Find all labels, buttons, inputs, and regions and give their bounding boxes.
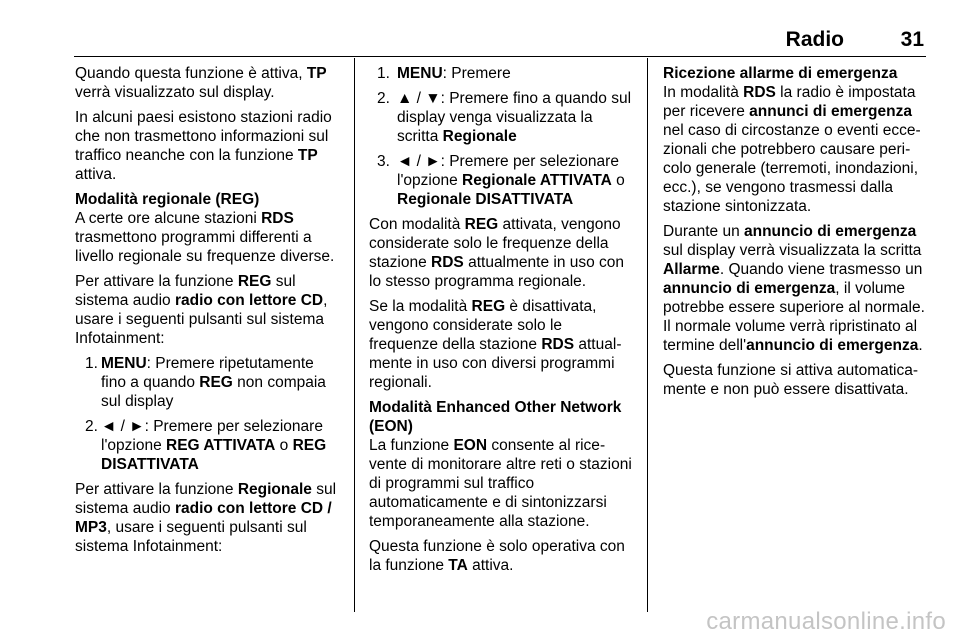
paragraph-tp-countries: In alcuni paesi esistono stazioni radio che non trasmettono informazioni sul traffico neanche con la funzione TP attiva. xyxy=(75,109,332,183)
paragraph-regional-activate: Per attivare la funzione Regionale sul sistema audio radio con lettore CD / MP3, usare i seguenti pulsanti sul sistema Infotainment: xyxy=(75,481,337,555)
column-divider-left xyxy=(354,58,355,612)
section-heading-reg: Modalità regionale (REG) xyxy=(75,191,260,208)
paragraph-reg-off: Se la modalità REG è disattivata, vengono considerate solo le frequenze della stazione RDS attualmente in uso con diversi programmi regionali. xyxy=(369,298,622,391)
page-title: Radio xyxy=(785,28,844,51)
paragraph-emergency-display: Durante un annuncio di emergenza sul display verrà visualizzata la scritta Allarme. Quando viene trasmesso un annuncio di emergenza, il volume potrebbe essere superiore al normale. Il normale volume verrà ripristinato al termine dell'annuncio di emergenza. xyxy=(663,223,925,354)
paragraph-tp-active: Quando questa funzione è attiva, TP verrà visualizzato sul display. xyxy=(75,65,327,101)
paragraph-emergency-auto: Questa funzione si attiva automaticamente e non può essere disattivata. xyxy=(663,362,919,398)
section-heading-emergency: Ricezione allarme di emergenza xyxy=(663,65,898,82)
paragraph-reg-activate: Per attivare la funzione REG sul sistema audio radio con lettore CD, usare i seguenti pulsanti sul sistema Infotainment: xyxy=(75,273,328,347)
list-item-step-3: 3. ◄ / ►: Premere per selezionare l'opzione Regionale ATTIVATA o Regionale DISATTIVATA xyxy=(377,153,625,208)
paragraph-reg-on: Con modalità REG attivata, vengono considerate solo le frequenze della stazione RDS attualmente in uso con lo stesso programma regionale. xyxy=(369,216,625,290)
header-divider xyxy=(74,56,926,57)
column-divider-right xyxy=(647,58,648,612)
column-middle xyxy=(369,64,634,581)
paragraph-eon-intro: La funzione EON consente al ricevente di monitorare altre reti o stazioni di programmi sul traffico automaticamente e di sintonizzarsi temporaneamente alla stazione. xyxy=(369,437,632,530)
section-heading-eon: Modalità Enhanced Other Network (EON) xyxy=(369,399,622,435)
list-item-step-2: 2. ▲ / ▼: Premere fino a quando sul display venga visualizzata la scritta Regionale xyxy=(377,90,632,145)
page-number: 31 xyxy=(900,28,924,51)
paragraph-emergency-intro: In modalità RDS la radio è impostata per ricevere annunci di emergenza nel caso di circostanze o eventi eccezionali che potrebbero causare pericolo generale (terremoti, inondazioni, ecc.), se vengono trasmessi dalla stazione sintonizzata. xyxy=(663,84,921,215)
paragraph-reg-intro: A certe ore alcune stazioni RDS trasmettono programmi differenti a livello regionale su frequenze diverse. xyxy=(75,210,335,265)
column-right xyxy=(663,64,928,405)
list-item-step-1: 1. MENU: Premere ripetutamente fino a quando REG non compaia sul display xyxy=(85,355,326,410)
list-item-step-1: 1. MENU: Premere xyxy=(377,65,511,82)
page-header xyxy=(724,26,924,56)
watermark: carmanualsonline.info xyxy=(706,608,946,635)
paragraph-eon-ta: Questa funzione è solo operativa con la funzione TA attiva. xyxy=(369,538,625,574)
list-item-step-2: 2. ◄ / ►: Premere per selezionare l'opzione REG ATTIVATA o REG DISATTIVATA xyxy=(85,418,327,473)
column-left xyxy=(75,64,342,562)
